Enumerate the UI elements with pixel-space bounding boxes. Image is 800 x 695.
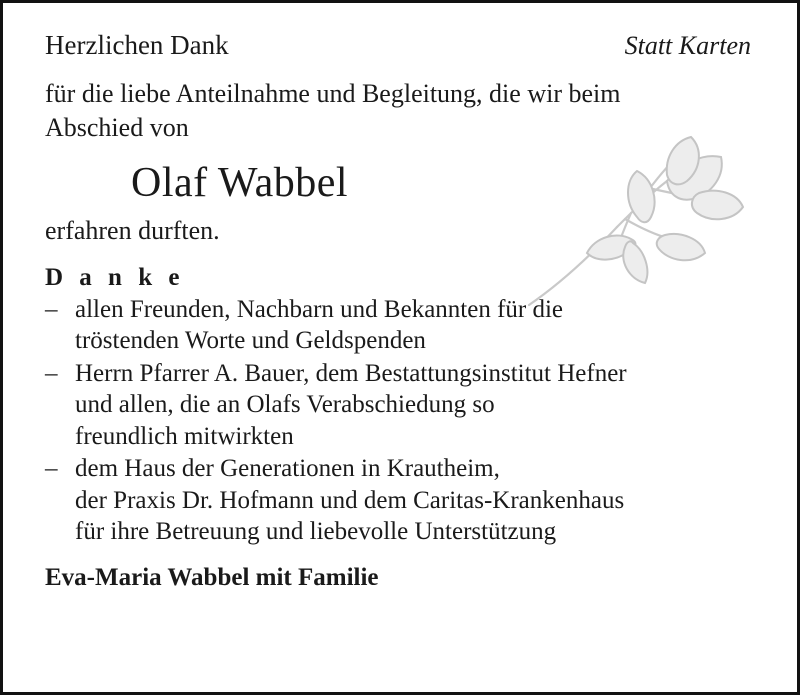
list-dash: – [45,359,58,387]
list-item-line: tröstenden Worte und Geldspenden [75,327,426,355]
list-item-line: der Praxis Dr. Hofmann und dem Caritas-Krankenhaus [75,486,625,514]
list-item [45,294,757,357]
header-left-text: Herzlichen Dank [45,30,229,60]
list-item-line: freundlich mitwirkten [75,422,294,450]
header-right-text: Statt Karten [624,31,751,60]
list-item-line: für ihre Betreuung und liebevolle Unterstützung [75,518,557,546]
signature-line: Eva-Maria Wabbel mit Familie [45,563,379,591]
list-dash: – [45,295,58,323]
lead-line-2: Abschied von [45,112,189,142]
lead-paragraph [45,77,745,144]
list-item-line: und allen, die an Olafs Verabschiedung so [75,391,495,419]
deceased-name: Olaf Wabbel [131,159,349,206]
list-item-line: allen Freunden, Nachbarn und Bekannten für die [75,295,564,323]
list-item [45,453,757,548]
list-dash: – [45,455,58,483]
lead-line-1: für die liebe Anteilnahme und Begleitung, die wir beim [45,79,621,109]
list-item-line: Herrn Pfarrer A. Bauer, dem Bestattungsinstitut Hefner [75,359,627,387]
thanks-list [45,294,757,548]
thanks-heading: D a n k e [45,263,185,291]
after-name-text: erfahren durften. [45,216,220,246]
list-item-line: dem Haus der Generationen in Krautheim, [75,455,500,483]
list-item [45,358,757,453]
header-row [45,29,757,61]
